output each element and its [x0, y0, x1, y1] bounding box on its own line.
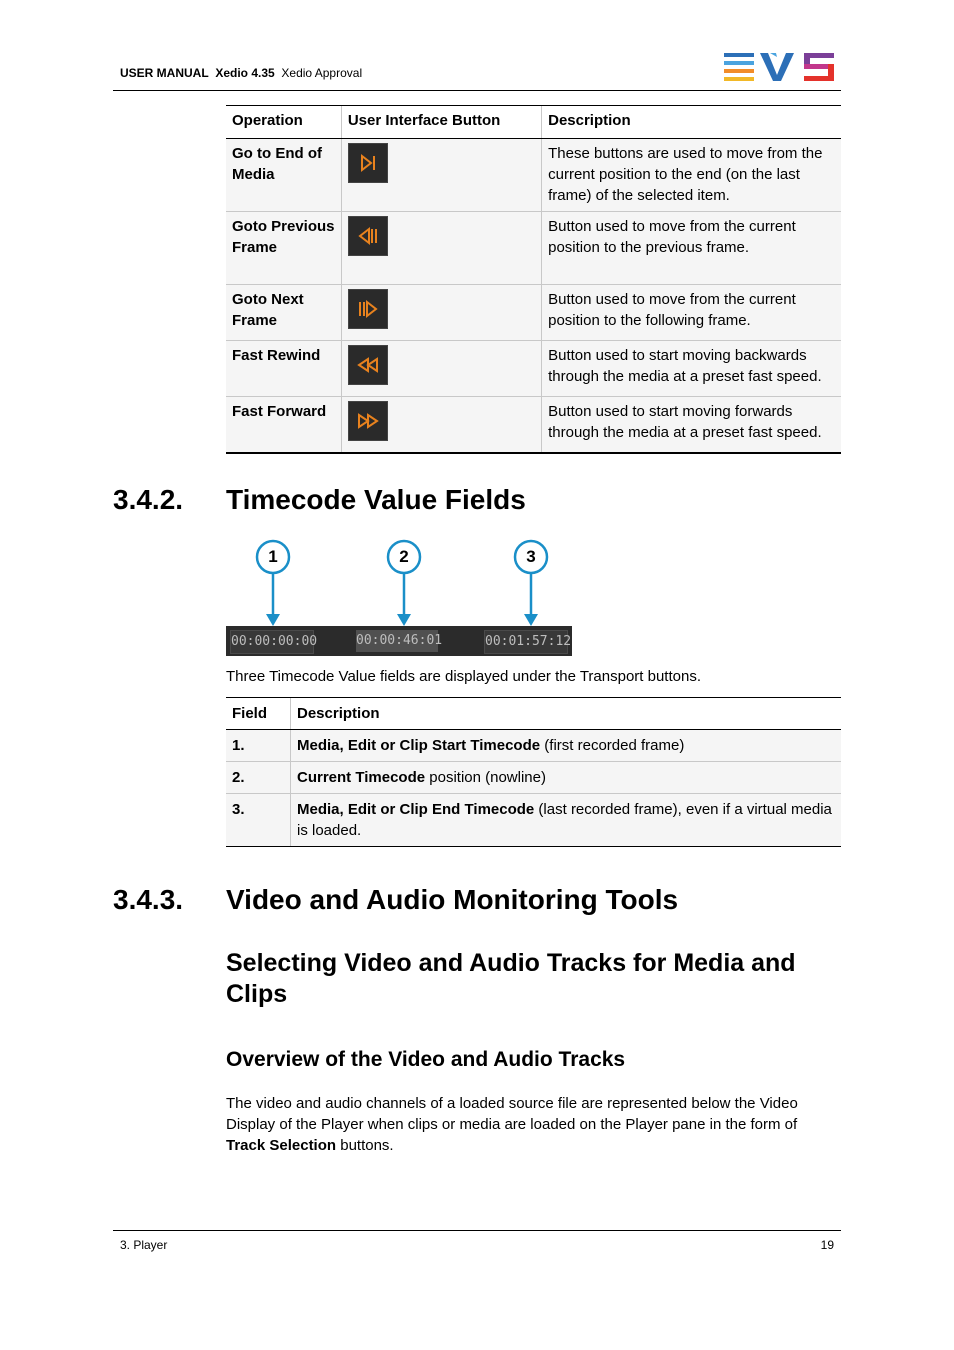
field-number: 2. — [226, 762, 291, 794]
field-detail: position (nowline) — [425, 769, 546, 786]
col-description: Description — [542, 106, 841, 139]
operation-name: Goto Next Frame — [226, 285, 341, 341]
field-description — [291, 794, 842, 847]
operation-description: These buttons are used to move from the current position to the end (on the last frame) of the selected item. — [542, 139, 841, 212]
current-timecode-field[interactable]: 00:00:46:01 — [356, 630, 438, 652]
table-row — [226, 139, 841, 212]
callout-3: 3 — [526, 547, 536, 566]
overview-paragraph — [226, 1093, 826, 1156]
timecode-bar — [226, 626, 572, 656]
callout-1: 1 — [268, 547, 278, 566]
evs-logo — [724, 53, 836, 81]
callout-2: 2 — [399, 547, 409, 566]
table-row — [226, 341, 841, 397]
paragraph-text: The video and audio channels of a loaded source file are represented below the Video Display of the Player when clips or media are loaded on the Player pane in the form of — [226, 1095, 798, 1133]
field-term: Media, Edit or Clip Start Timecode — [297, 737, 541, 754]
operation-name: Go to End of Media — [226, 139, 341, 212]
field-term: Current Timecode — [297, 769, 426, 786]
table-header-row — [226, 698, 841, 730]
page-header — [120, 66, 362, 80]
field-detail: (last recorded frame), even if a virtual media is loaded. — [297, 801, 832, 839]
col-field: Field — [226, 698, 291, 730]
section-title: Timecode Value Fields — [226, 484, 526, 515]
col-operation: Operation — [226, 106, 341, 139]
field-term: Media, Edit or Clip End Timecode — [297, 801, 535, 818]
table-header-row — [226, 106, 841, 139]
fast-rewind-icon — [348, 345, 388, 385]
section-heading-342 — [113, 484, 841, 520]
table-row — [226, 212, 841, 285]
subsubsection-heading: Overview of the Video and Audio Tracks — [226, 1048, 626, 1071]
next-frame-icon — [348, 289, 388, 329]
go-to-end-icon — [348, 143, 388, 183]
transport-operations-table — [226, 105, 841, 454]
field-number: 1. — [226, 730, 291, 762]
previous-frame-icon — [348, 216, 388, 256]
button-cell — [341, 285, 541, 341]
start-timecode-field[interactable]: 00:00:00:00 — [230, 630, 314, 654]
operation-name: Goto Previous Frame — [226, 212, 341, 285]
footer-rule — [113, 1230, 841, 1231]
doc-type: USER MANUAL — [120, 66, 209, 80]
end-timecode-field[interactable]: 00:01:57:12 — [484, 630, 568, 654]
section-number: 3.4.2. — [113, 484, 184, 515]
table-row — [226, 285, 841, 341]
button-cell — [341, 212, 541, 285]
button-cell — [341, 139, 541, 212]
section-title: Video and Audio Monitoring Tools — [226, 884, 679, 915]
paragraph-term: Track Selection — [226, 1137, 337, 1154]
timecode-figure — [226, 538, 572, 658]
col-description: Description — [291, 698, 842, 730]
operation-description: Button used to move from the current position to the previous frame. — [542, 212, 841, 285]
timecode-fields-table — [226, 697, 841, 847]
table-row — [226, 762, 841, 794]
button-cell — [341, 397, 541, 454]
subsection-heading: Selecting Video and Audio Tracks for Media and Clips — [226, 949, 796, 1008]
button-cell — [341, 341, 541, 397]
timecode-caption: Three Timecode Value fields are displayed under the Transport buttons. — [226, 668, 701, 685]
fast-forward-icon — [348, 401, 388, 441]
header-rule — [113, 90, 841, 91]
paragraph-tail: buttons. — [336, 1137, 394, 1154]
operation-name: Fast Rewind — [226, 341, 341, 397]
page-number: 19 — [820, 1238, 834, 1252]
table-row — [226, 397, 841, 454]
table-row — [226, 730, 841, 762]
product-name: Xedio 4.35 — [215, 66, 275, 80]
operation-description: Button used to start moving forwards through the media at a preset fast speed. — [542, 397, 841, 454]
section-heading-343 — [113, 884, 841, 920]
field-description — [291, 762, 842, 794]
section-number: 3.4.3. — [113, 884, 184, 915]
operation-description: Button used to move from the current position to the following frame. — [542, 285, 841, 341]
field-detail: (first recorded frame) — [540, 737, 685, 754]
field-number: 3. — [226, 794, 291, 847]
module-name: Xedio Approval — [281, 66, 363, 80]
col-ui-button: User Interface Button — [341, 106, 541, 139]
operation-description: Button used to start moving backwards through the media at a preset fast speed. — [542, 341, 841, 397]
table-row — [226, 794, 841, 847]
field-description — [291, 730, 842, 762]
operation-name: Fast Forward — [226, 397, 341, 454]
footer-chapter: 3. Player — [120, 1238, 168, 1252]
